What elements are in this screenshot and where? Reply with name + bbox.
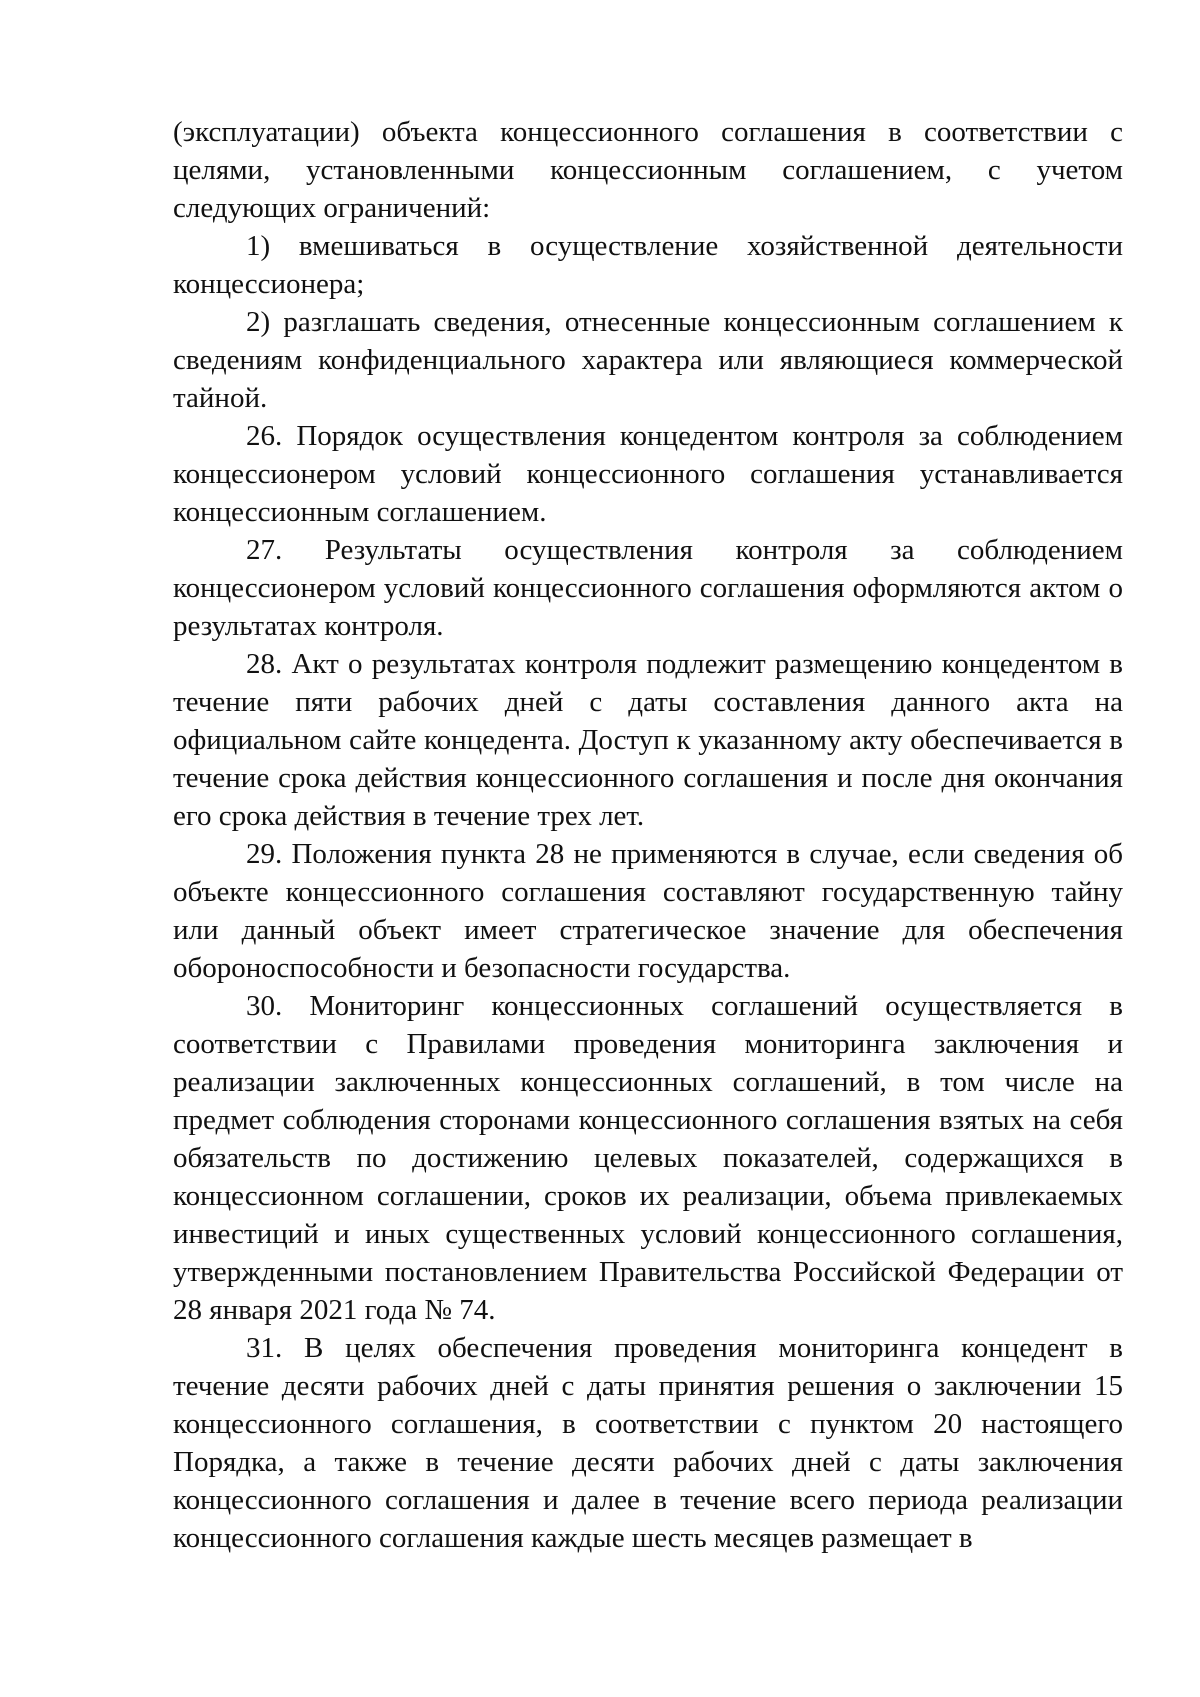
paragraph-restriction-1: 1) вмешиваться в осуществление хозяйственной деятельности концессионера; [173,230,1123,300]
document-body [173,113,1123,1557]
paragraph-restriction-2: 2) разглашать сведения, отнесенные концессионным соглашением к сведениям конфиденциального характера или являющиеся коммерческой тайной. [173,306,1123,414]
paragraph-item-28: 28. Акт о результатах контроля подлежит размещению концедентом в течение пяти рабочих дней с даты составления данного акта на официальном сайте концедента. Доступ к указанному акту обеспечивается в течение срока действия концессионного соглашения и после дня окончания его срока действия в течение трех лет. [173,648,1123,832]
paragraph-item-30: 30. Мониторинг концессионных соглашений осуществляется в соответствии с Правилами проведения мониторинга заключения и реализации заключенных концессионных соглашений, в том числе на предмет соблюдения сторонами концессионного соглашения взятых на себя обязательств по достижению целевых показателей, содержащихся в концессионном соглашении, сроков их реализации, объема привлекаемых инвестиций и иных существенных условий концессионного соглашения, утвержденными постановлением Правительства Российской Федерации от 28 января 2021 года № 74. [173,990,1123,1326]
paragraph-item-31: 31. В целях обеспечения проведения мониторинга концедент в течение десяти рабочих дней с даты принятия решения о заключении 15 концессионного соглашения, в соответствии с пунктом 20 настоящего Порядка, а также в течение десяти рабочих дней с даты заключения концессионного соглашения и далее в течение всего периода реализации концессионного соглашения каждые шесть месяцев размещает в [173,1332,1123,1554]
paragraph-item-29: 29. Положения пункта 28 не применяются в случае, если сведения об объекте концессионного соглашения составляют государственную тайну или данный объект имеет стратегическое значение для обеспечения обороноспособности и безопасности государства. [173,838,1123,984]
paragraph-intro: (эксплуатации) объекта концессионного соглашения в соответствии с целями, установленными концессионным соглашением, с учетом следующих ограничений: [173,116,1123,224]
paragraph-item-26: 26. Порядок осуществления концедентом контроля за соблюдением концессионером условий концессионного соглашения устанавливается концессионным соглашением. [173,420,1123,528]
paragraph-item-27: 27. Результаты осуществления контроля за соблюдением концессионером условий концессионного соглашения оформляются актом о результатах контроля. [173,534,1123,642]
